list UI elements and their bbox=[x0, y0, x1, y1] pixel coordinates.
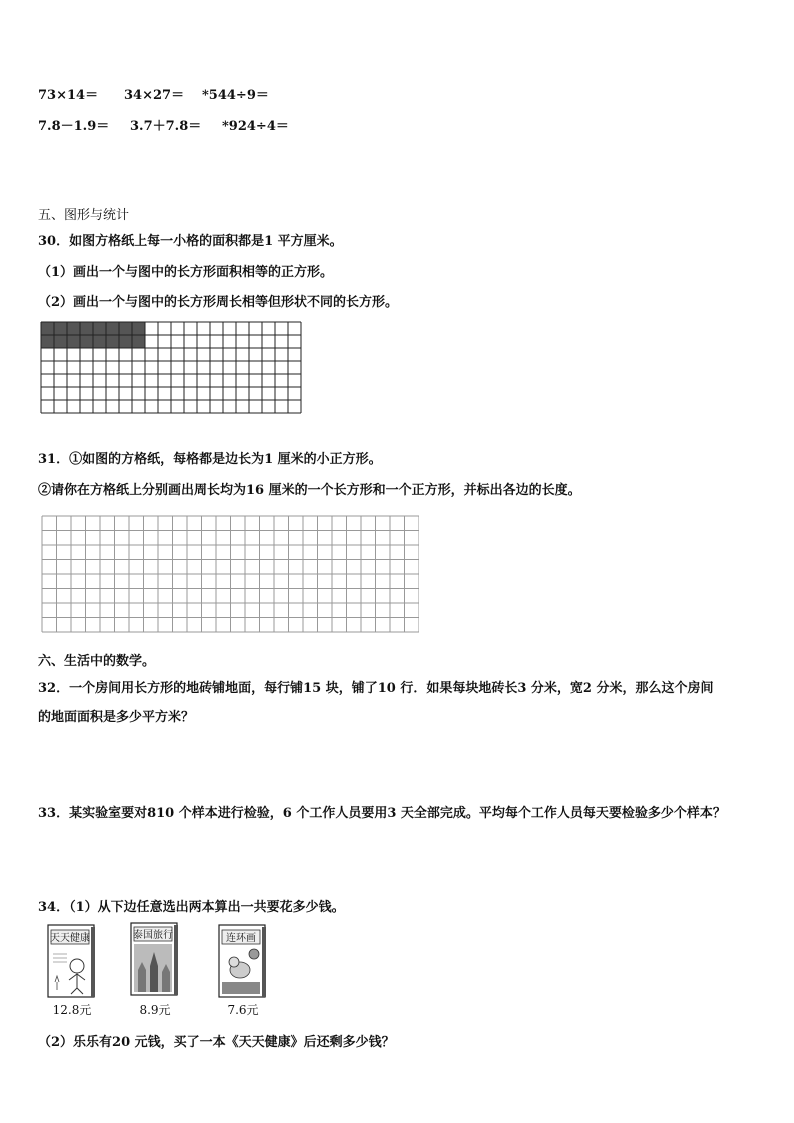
book-comic-image bbox=[218, 924, 268, 998]
q32-line1: 32．一个房间用长方形的地砖铺地面，每行铺15 块，铺了10 行．如果每块地砖长3 分米，宽2 分米，那么这个房间 bbox=[38, 681, 714, 696]
book-health-cover-title: 天天健康 bbox=[50, 933, 90, 944]
book-comic-price: 7.6元 bbox=[227, 1003, 259, 1017]
calc-6: *924÷4＝ bbox=[222, 119, 289, 134]
book-thailand-image bbox=[130, 922, 180, 996]
book-thailand-price: 8.9元 bbox=[139, 1003, 171, 1017]
q32-line2: 的地面面积是多少平方米？ bbox=[38, 710, 195, 725]
section6-heading: 六、生活中的数学。 bbox=[38, 654, 156, 669]
calc-4: 7.8－1.9＝ bbox=[38, 119, 110, 134]
q33-text: 33．某实验室要对810 个样本进行检验，6 个工作人员要用3 天全部完成。平均每个工作人员每天要检验多少个样本？ bbox=[38, 806, 726, 821]
q31-line1: 31．①如图的方格纸，每格都是边长为1 厘米的小正方形。 bbox=[38, 452, 382, 467]
book-health-price: 12.8元 bbox=[52, 1003, 92, 1017]
calc-5: 3.7＋7.8＝ bbox=[130, 119, 202, 134]
calc-2: 34×27＝ bbox=[124, 88, 185, 103]
book-thailand-cover-title: 泰国旅行 bbox=[133, 930, 173, 941]
q34-stem: 34．（1）从下边任意选出两本算出一共要花多少钱。 bbox=[38, 900, 345, 915]
book-health-image bbox=[47, 924, 97, 998]
q30-sub2: （2）画出一个与图中的长方形周长相等但形状不同的长方形。 bbox=[38, 295, 399, 310]
q34-sub2: （2）乐乐有20 元钱，买了一本《天天健康》后还剩多少钱？ bbox=[38, 1035, 395, 1050]
q30-grid[interactable] bbox=[40, 321, 304, 429]
q31-line2: ②请你在方格纸上分别画出周长均为16 厘米的一个长方形和一个正方形，并标出各边的长度。 bbox=[38, 483, 581, 498]
q31-grid[interactable] bbox=[41, 515, 419, 637]
calc-1: 73×14＝ bbox=[38, 88, 99, 103]
book-comic-cover-title: 连环画 bbox=[226, 933, 256, 944]
calc-3: *544÷9＝ bbox=[202, 88, 269, 103]
q30-sub1: （1）画出一个与图中的长方形面积相等的正方形。 bbox=[38, 265, 334, 280]
q30-stem: 30．如图方格纸上每一小格的面积都是1 平方厘米。 bbox=[38, 234, 343, 249]
section5-heading: 五、图形与统计 bbox=[38, 208, 130, 223]
